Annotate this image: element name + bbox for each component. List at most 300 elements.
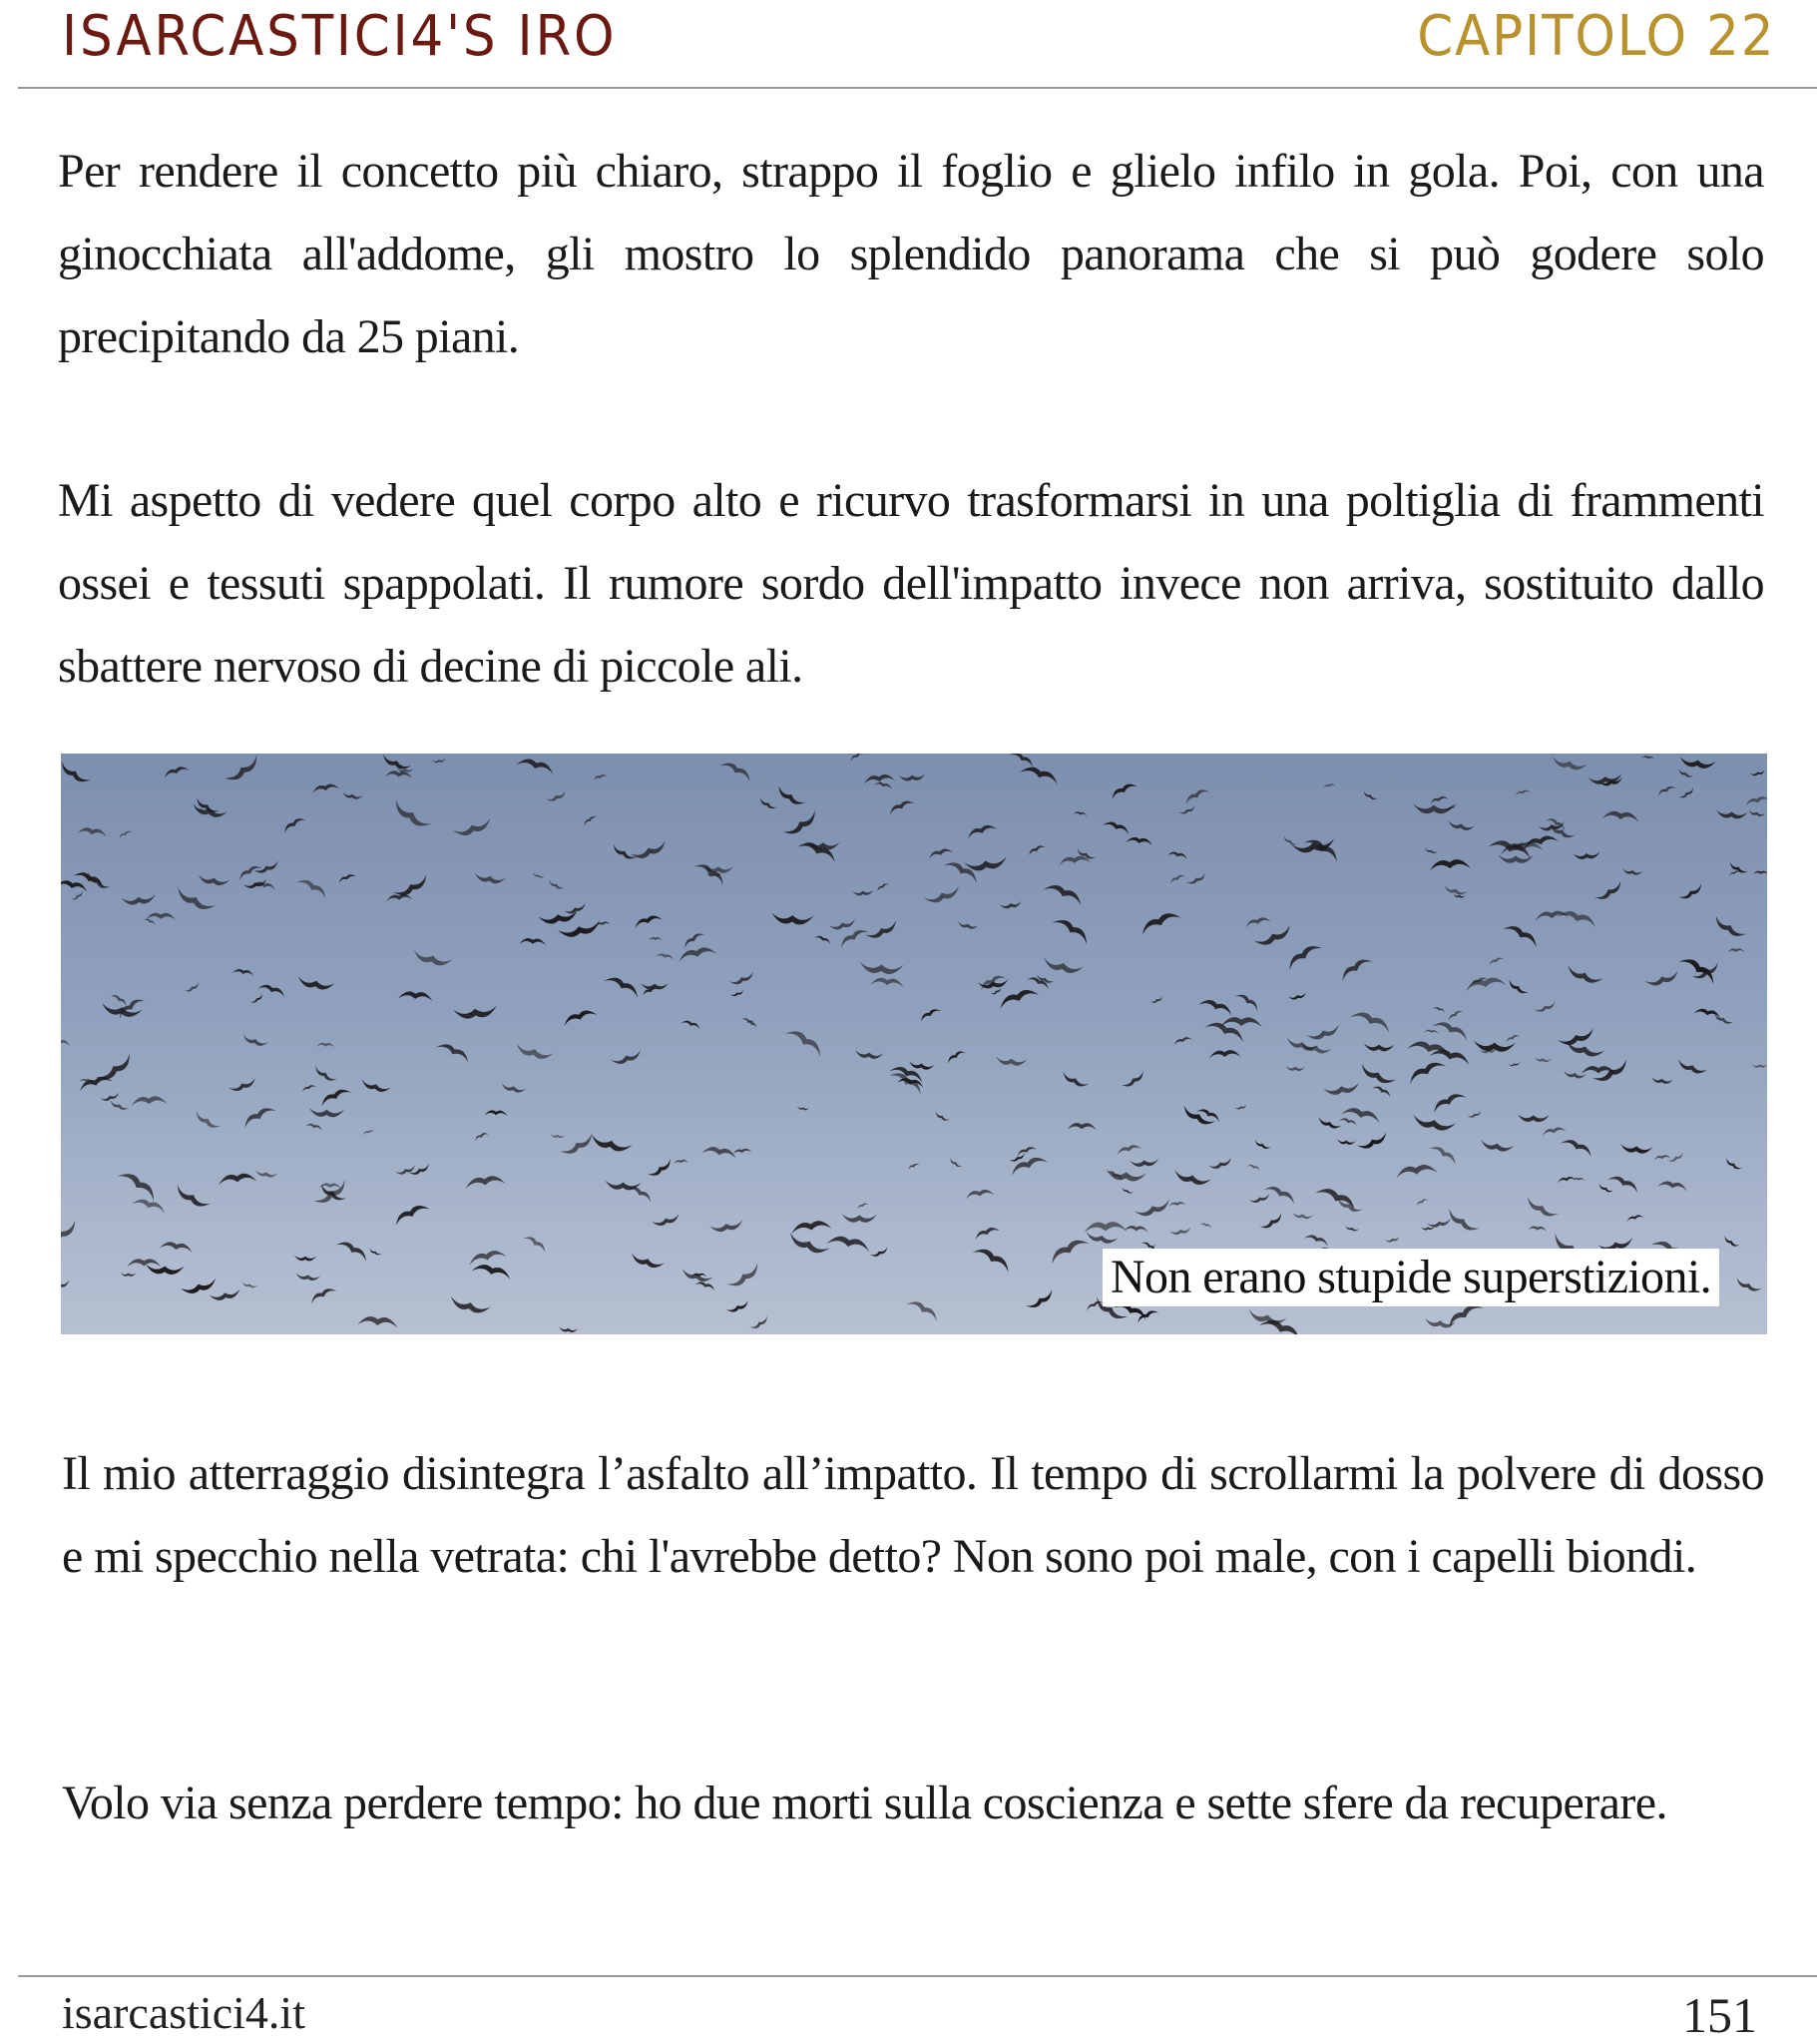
bat-silhouette bbox=[77, 826, 107, 836]
bat-silhouette bbox=[523, 1234, 549, 1254]
bat-silhouette bbox=[899, 773, 926, 781]
bat-silhouette bbox=[1067, 1123, 1097, 1130]
bat-silhouette bbox=[1534, 1057, 1551, 1063]
bat-silhouette bbox=[1338, 955, 1373, 982]
bat-silhouette bbox=[1000, 901, 1023, 910]
bat-silhouette bbox=[308, 1285, 336, 1303]
bat-silhouette bbox=[390, 799, 431, 831]
bat-silhouette bbox=[870, 1247, 889, 1258]
bat-silhouette bbox=[945, 1048, 966, 1063]
bat-silhouette bbox=[1515, 789, 1531, 796]
bat-silhouette bbox=[1429, 1143, 1459, 1165]
bat-silhouette bbox=[1138, 908, 1181, 934]
bat-silhouette bbox=[649, 937, 662, 940]
bat-silhouette bbox=[995, 1057, 1027, 1067]
bat-silhouette bbox=[944, 857, 981, 883]
bat-silhouette bbox=[163, 765, 189, 778]
bat-silhouette bbox=[1247, 1164, 1261, 1172]
bat-silhouette bbox=[726, 1263, 762, 1290]
bat-silhouette bbox=[973, 1244, 1014, 1273]
bat-silhouette bbox=[368, 1249, 381, 1257]
bat-silhouette bbox=[118, 829, 132, 839]
bat-silhouette bbox=[1561, 1136, 1594, 1157]
bat-silhouette bbox=[181, 1278, 219, 1296]
chapter-title: CAPITOLO 22 bbox=[1416, 4, 1775, 69]
bat-silhouette bbox=[173, 1185, 211, 1211]
bat-silhouette bbox=[1657, 1180, 1687, 1191]
bat-silhouette bbox=[1292, 1213, 1314, 1221]
bat-silhouette bbox=[1208, 1158, 1233, 1171]
bat-silhouette bbox=[386, 893, 413, 901]
bat-silhouette bbox=[1016, 1145, 1037, 1156]
bat-silhouette bbox=[957, 921, 979, 930]
bat-silhouette bbox=[100, 1093, 120, 1103]
bats-photo bbox=[61, 754, 1767, 1334]
bat-silhouette bbox=[1362, 790, 1378, 801]
bat-silhouette bbox=[294, 1256, 317, 1262]
bat-silhouette bbox=[516, 757, 555, 774]
bat-silhouette bbox=[1106, 1169, 1146, 1182]
bat-silhouette bbox=[110, 993, 128, 1007]
bat-silhouette bbox=[519, 938, 546, 946]
bat-silhouette bbox=[1602, 810, 1640, 822]
bat-silhouette bbox=[436, 1040, 472, 1063]
bat-silhouette bbox=[1748, 809, 1765, 817]
bat-silhouette bbox=[397, 768, 414, 772]
footer-site: isarcastici4.it bbox=[62, 1987, 305, 2038]
bat-silhouette bbox=[465, 1175, 506, 1189]
bat-silhouette bbox=[1433, 1006, 1446, 1013]
bat-silhouette bbox=[1317, 1117, 1342, 1131]
bat-silhouette bbox=[228, 1078, 257, 1094]
bat-silhouette bbox=[1173, 1036, 1192, 1046]
bat-silhouette bbox=[1178, 805, 1196, 815]
bat-silhouette bbox=[1424, 847, 1438, 854]
bat-silhouette bbox=[1284, 941, 1322, 971]
bat-silhouette bbox=[193, 1111, 221, 1132]
bat-silhouette bbox=[132, 1197, 167, 1214]
bat-silhouette bbox=[681, 930, 704, 948]
bat-silhouette bbox=[1323, 1082, 1360, 1096]
bat-silhouette bbox=[1198, 997, 1233, 1016]
bat-silhouette bbox=[1429, 794, 1448, 803]
bat-silhouette bbox=[318, 1086, 351, 1107]
bat-silhouette bbox=[1551, 757, 1588, 772]
bat-silhouette bbox=[611, 1050, 643, 1067]
bats-flock-illustration bbox=[61, 754, 1767, 1334]
bat-silhouette bbox=[1074, 811, 1088, 816]
bat-silhouette bbox=[453, 1006, 498, 1020]
bat-silhouette bbox=[1528, 1226, 1547, 1232]
bat-silhouette bbox=[865, 920, 899, 941]
bat-silhouette bbox=[61, 1220, 80, 1249]
bat-silhouette bbox=[61, 1279, 71, 1291]
bat-silhouette bbox=[1619, 1144, 1652, 1155]
bat-silhouette bbox=[1734, 1278, 1762, 1294]
bat-silhouette bbox=[1042, 957, 1084, 976]
bat-silhouette bbox=[1009, 1154, 1048, 1176]
bat-silhouette bbox=[296, 876, 329, 899]
bat-silhouette bbox=[1103, 819, 1131, 834]
bat-silhouette bbox=[1172, 1170, 1211, 1188]
bat-silhouette bbox=[1249, 1194, 1271, 1205]
bat-silhouette bbox=[966, 822, 997, 838]
bat-silhouette bbox=[1427, 1219, 1452, 1230]
bat-silhouette bbox=[1168, 873, 1185, 884]
bat-silhouette bbox=[1724, 1158, 1742, 1172]
bat-silhouette bbox=[1183, 786, 1209, 804]
bat-silhouette bbox=[849, 754, 865, 762]
bat-silhouette bbox=[1167, 850, 1187, 859]
bat-silhouette bbox=[829, 919, 857, 932]
bat-silhouette bbox=[174, 887, 216, 914]
bat-silhouette bbox=[1220, 1017, 1262, 1027]
bat-silhouette bbox=[1264, 1183, 1298, 1205]
bat-silhouette bbox=[593, 773, 607, 780]
paragraph: Per rendere il concetto più chiaro, strappo il foglio e glielo infilo in gola. Poi, con una ginocchiata all'addome, gli mostro lo splendido panorama che si può godere solo precipitando da 25 piani. bbox=[58, 145, 1764, 363]
bat-silhouette bbox=[918, 1006, 941, 1021]
bat-silhouette bbox=[1130, 1159, 1159, 1168]
bat-silhouette bbox=[1518, 1114, 1550, 1122]
bat-silhouette bbox=[1052, 914, 1092, 944]
bat-silhouette bbox=[253, 860, 279, 875]
bat-silhouette bbox=[1259, 1213, 1284, 1232]
bat-silhouette bbox=[729, 972, 755, 987]
bat-silhouette bbox=[1307, 1024, 1342, 1042]
bat-silhouette bbox=[949, 1158, 963, 1169]
bat-silhouette bbox=[412, 950, 453, 969]
bat-silhouette bbox=[550, 1134, 565, 1139]
bat-silhouette bbox=[1020, 764, 1060, 784]
bat-silhouette bbox=[1678, 883, 1704, 901]
bat-silhouette bbox=[978, 972, 1006, 990]
bat-silhouette bbox=[965, 1189, 994, 1200]
bat-silhouette bbox=[301, 1084, 316, 1092]
bat-silhouette bbox=[1534, 1001, 1557, 1014]
bat-silhouette bbox=[1722, 1236, 1739, 1249]
bat-silhouette bbox=[1678, 787, 1695, 800]
bat-silhouette bbox=[357, 1315, 398, 1327]
bat-silhouette bbox=[184, 982, 201, 994]
page-header bbox=[0, 0, 1817, 88]
bat-silhouette bbox=[61, 1037, 71, 1047]
bat-silhouette bbox=[296, 976, 334, 991]
bat-silhouette bbox=[1180, 1105, 1215, 1128]
bat-silhouette bbox=[61, 762, 91, 786]
bat-silhouette bbox=[749, 1316, 769, 1331]
bat-silhouette bbox=[1010, 1153, 1027, 1163]
bat-silhouette bbox=[859, 962, 903, 975]
bat-silhouette bbox=[61, 878, 89, 891]
bat-silhouette bbox=[1744, 794, 1767, 805]
bat-silhouette bbox=[562, 1007, 597, 1026]
bat-silhouette bbox=[775, 785, 806, 808]
bat-silhouette bbox=[1304, 1233, 1329, 1246]
bat-silhouette bbox=[1573, 1178, 1585, 1181]
bat-silhouette bbox=[1488, 956, 1504, 965]
bat-silhouette bbox=[1168, 1202, 1186, 1208]
bat-silhouette bbox=[1288, 992, 1307, 1000]
bat-silhouette bbox=[1254, 925, 1294, 949]
bat-silhouette bbox=[1406, 1058, 1446, 1084]
bat-silhouette bbox=[210, 1289, 241, 1302]
bat-silhouette bbox=[874, 780, 893, 788]
bat-silhouette bbox=[453, 818, 493, 839]
bat-silhouette bbox=[1244, 916, 1271, 928]
bat-silhouette bbox=[341, 791, 362, 799]
bat-silhouette bbox=[1026, 1289, 1056, 1311]
bat-silhouette bbox=[145, 1265, 184, 1276]
bat-silhouette bbox=[468, 1249, 507, 1266]
bat-silhouette bbox=[709, 1220, 744, 1234]
bat-silhouette bbox=[1750, 769, 1766, 776]
bat-silhouette bbox=[1412, 1115, 1457, 1134]
page-number: 151 bbox=[1682, 1987, 1757, 2043]
bat-silhouette bbox=[1557, 1176, 1576, 1183]
bat-silhouette bbox=[1679, 757, 1716, 769]
bat-silhouette bbox=[474, 1131, 489, 1141]
bat-silhouette bbox=[392, 1201, 430, 1226]
bat-silhouette bbox=[876, 882, 889, 892]
bat-silhouette bbox=[854, 1050, 883, 1060]
bat-silhouette bbox=[1085, 1232, 1119, 1246]
bat-silhouette bbox=[934, 1112, 950, 1123]
bat-silhouette bbox=[1429, 858, 1471, 870]
bat-silhouette bbox=[1711, 915, 1746, 940]
paragraph: Mi aspetto di vedere quel corpo alto e ricurvo trasformarsi in una poltiglia di frammenti ossei e tessuti spappolati. Il rumore sordo dell'impatto invece non arriva, sostituito dallo sbattere nervoso di decine di piccole ali. bbox=[58, 474, 1764, 693]
bat-silhouette bbox=[758, 797, 777, 811]
bat-silhouette bbox=[1122, 1071, 1146, 1090]
bat-silhouette bbox=[1125, 1226, 1149, 1233]
bat-silhouette bbox=[564, 903, 587, 916]
bat-silhouette bbox=[546, 790, 568, 803]
bat-silhouette bbox=[295, 1273, 320, 1281]
bat-silhouette bbox=[360, 1079, 391, 1094]
bat-silhouette bbox=[852, 890, 874, 896]
bat-silhouette bbox=[870, 977, 904, 987]
bat-silhouette bbox=[337, 872, 356, 883]
bat-silhouette bbox=[630, 1253, 666, 1271]
bat-silhouette bbox=[648, 1159, 675, 1180]
bat-silhouette bbox=[131, 1096, 167, 1106]
bat-silhouette bbox=[1424, 1029, 1439, 1034]
bat-silhouette bbox=[681, 1019, 700, 1029]
bat-silhouette bbox=[837, 926, 869, 948]
bat-silhouette bbox=[144, 917, 157, 925]
bat-silhouette bbox=[127, 1259, 161, 1267]
photo-caption: Non erano stupide superstizioni. bbox=[1103, 1249, 1719, 1306]
bat-silhouette bbox=[1432, 1018, 1470, 1041]
bat-silhouette bbox=[71, 890, 85, 901]
bat-silhouette bbox=[674, 1159, 688, 1164]
bat-silhouette bbox=[719, 759, 753, 781]
bat-silhouette bbox=[160, 1241, 194, 1253]
bat-silhouette bbox=[241, 1281, 258, 1288]
bat-silhouette bbox=[1443, 885, 1468, 896]
bat-silhouette bbox=[1480, 1140, 1515, 1154]
bat-silhouette bbox=[1363, 1043, 1394, 1052]
bat-silhouette bbox=[730, 990, 744, 998]
bat-silhouette bbox=[678, 945, 717, 962]
bat-silhouette bbox=[232, 968, 254, 976]
bat-silhouette bbox=[1344, 1226, 1359, 1233]
bat-silhouette bbox=[1557, 908, 1597, 928]
bat-silhouette bbox=[1107, 1169, 1124, 1180]
bat-silhouette bbox=[1677, 768, 1693, 778]
bat-silhouette bbox=[1200, 1223, 1212, 1229]
bat-silhouette bbox=[927, 847, 953, 859]
bat-silhouette bbox=[305, 1123, 323, 1131]
bat-silhouette bbox=[1607, 1173, 1640, 1193]
bat-silhouette bbox=[964, 856, 1008, 872]
bat-silhouette bbox=[1430, 1090, 1466, 1113]
bat-silhouette bbox=[1727, 948, 1744, 952]
bat-silhouette bbox=[634, 913, 663, 928]
bat-silhouette bbox=[1358, 1064, 1396, 1088]
bat-silhouette bbox=[1573, 851, 1600, 859]
bat-silhouette bbox=[1621, 868, 1642, 876]
header-divider bbox=[18, 87, 1817, 89]
bat-silhouette bbox=[924, 886, 962, 906]
bat-silhouette bbox=[547, 879, 564, 890]
bat-silhouette bbox=[1753, 871, 1767, 875]
bat-silhouette bbox=[1357, 1132, 1389, 1152]
bat-silhouette bbox=[1656, 784, 1676, 796]
bat-silhouette bbox=[783, 810, 820, 839]
bat-silhouette bbox=[1044, 881, 1085, 905]
bat-silhouette bbox=[1565, 965, 1602, 986]
bat-silhouette bbox=[1395, 1163, 1438, 1178]
bat-silhouette bbox=[1234, 1105, 1247, 1111]
bat-silhouette bbox=[694, 1280, 715, 1291]
bat-silhouette bbox=[796, 1106, 809, 1111]
bat-silhouette bbox=[1027, 843, 1046, 855]
bat-silhouette bbox=[1507, 979, 1530, 996]
bat-silhouette bbox=[1350, 1008, 1393, 1033]
bat-silhouette bbox=[336, 1238, 370, 1262]
bat-silhouette bbox=[121, 1273, 137, 1277]
bat-silhouette bbox=[1339, 1117, 1358, 1126]
bat-silhouette bbox=[797, 838, 838, 862]
bat-silhouette bbox=[122, 894, 157, 906]
bat-silhouette bbox=[1594, 880, 1624, 903]
bat-silhouette bbox=[1010, 754, 1036, 767]
bat-silhouette bbox=[1524, 1197, 1559, 1221]
bat-silhouette bbox=[1558, 1028, 1596, 1048]
bat-silhouette bbox=[1413, 804, 1454, 814]
bat-silhouette bbox=[1116, 1143, 1141, 1155]
bat-silhouette bbox=[101, 1003, 143, 1019]
bat-silhouette bbox=[109, 1100, 130, 1112]
bat-silhouette bbox=[309, 1108, 345, 1118]
bat-silhouette bbox=[973, 1225, 999, 1240]
bat-silhouette bbox=[856, 1202, 868, 1209]
bat-silhouette bbox=[198, 874, 230, 886]
bat-silhouette bbox=[1285, 1066, 1305, 1071]
bat-silhouette bbox=[448, 1296, 491, 1316]
bat-silhouette bbox=[241, 1035, 268, 1049]
bat-silhouette bbox=[842, 1214, 877, 1223]
bat-silhouette bbox=[560, 1133, 596, 1158]
bat-silhouette bbox=[1047, 1235, 1090, 1264]
bat-silhouette bbox=[1208, 1050, 1240, 1059]
bat-silhouette bbox=[1597, 1184, 1613, 1195]
bat-silhouette bbox=[907, 1163, 919, 1170]
bat-silhouette bbox=[1752, 1064, 1767, 1068]
bat-silhouette bbox=[1641, 756, 1654, 760]
bat-silhouette bbox=[500, 1083, 526, 1094]
bat-silhouette bbox=[826, 1234, 871, 1252]
bat-silhouette bbox=[701, 1145, 737, 1158]
footer-divider bbox=[18, 1975, 1817, 1977]
bat-silhouette bbox=[362, 1129, 374, 1135]
bat-silhouette bbox=[1712, 1013, 1733, 1026]
bat-silhouette bbox=[790, 1220, 831, 1235]
bat-silhouette bbox=[1385, 1237, 1400, 1244]
bat-silhouette bbox=[1467, 1111, 1482, 1119]
bat-silhouette bbox=[1650, 1077, 1673, 1085]
bat-silhouette bbox=[432, 759, 446, 764]
bat-silhouette bbox=[604, 973, 641, 997]
bat-silhouette bbox=[652, 1214, 681, 1228]
bat-silhouette bbox=[656, 952, 675, 959]
bat-silhouette bbox=[991, 987, 1003, 996]
bat-silhouette bbox=[583, 814, 597, 825]
bat-silhouette bbox=[558, 920, 602, 939]
bat-silhouette bbox=[908, 1061, 934, 1071]
bat-silhouette bbox=[225, 756, 262, 785]
bat-silhouette bbox=[726, 1300, 750, 1314]
bat-silhouette bbox=[1505, 1033, 1521, 1043]
paragraph: Il mio atterraggio disintegra l’asfalto all’impatto. Il tempo di scrollarmi la polvere di dosso e mi specchio nella vetrata: chi l'avrebbe detto? Non sono poi male, con i capelli biondi. bbox=[62, 1447, 1764, 1583]
bat-silhouette bbox=[316, 1043, 334, 1048]
bat-silhouette bbox=[1323, 783, 1336, 788]
bat-silhouette bbox=[311, 782, 339, 792]
bat-silhouette bbox=[473, 872, 506, 884]
bat-silhouette bbox=[611, 844, 638, 862]
bat-silhouette bbox=[784, 1025, 825, 1057]
bat-silhouette bbox=[254, 1170, 277, 1179]
bat-silhouette bbox=[771, 913, 814, 926]
bat-silhouette bbox=[1676, 1059, 1707, 1076]
bat-silhouette bbox=[312, 1066, 337, 1085]
bat-silhouette bbox=[250, 994, 264, 1005]
bat-silhouette bbox=[1121, 1188, 1134, 1196]
bat-silhouette bbox=[281, 815, 305, 833]
bat-silhouette bbox=[1535, 910, 1569, 921]
bat-silhouette bbox=[1447, 1008, 1464, 1021]
bat-silhouette bbox=[1465, 976, 1507, 992]
bat-silhouette bbox=[1253, 1140, 1271, 1151]
bat-silhouette bbox=[514, 1043, 554, 1061]
bat-silhouette bbox=[1372, 1084, 1392, 1098]
bat-silhouette bbox=[589, 1135, 632, 1155]
bat-silhouette bbox=[1667, 1152, 1685, 1164]
bat-silhouette bbox=[1110, 780, 1137, 799]
bat-silhouette bbox=[1315, 1184, 1359, 1211]
bat-silhouette bbox=[997, 986, 1039, 1009]
paragraph: Volo via senza perdere tempo: ho due morti sulla coscienza e sette sfere da recuperare. bbox=[62, 1777, 1667, 1829]
bat-silhouette bbox=[1715, 809, 1747, 819]
bat-silhouette bbox=[1503, 921, 1541, 947]
bat-silhouette bbox=[559, 1326, 578, 1333]
bat-silhouette bbox=[1186, 873, 1207, 886]
bat-silhouette bbox=[1169, 1227, 1191, 1236]
bat-silhouette bbox=[907, 1297, 941, 1321]
bat-silhouette bbox=[1447, 820, 1475, 832]
bat-silhouette bbox=[398, 991, 433, 1001]
bat-silhouette bbox=[484, 1110, 507, 1116]
